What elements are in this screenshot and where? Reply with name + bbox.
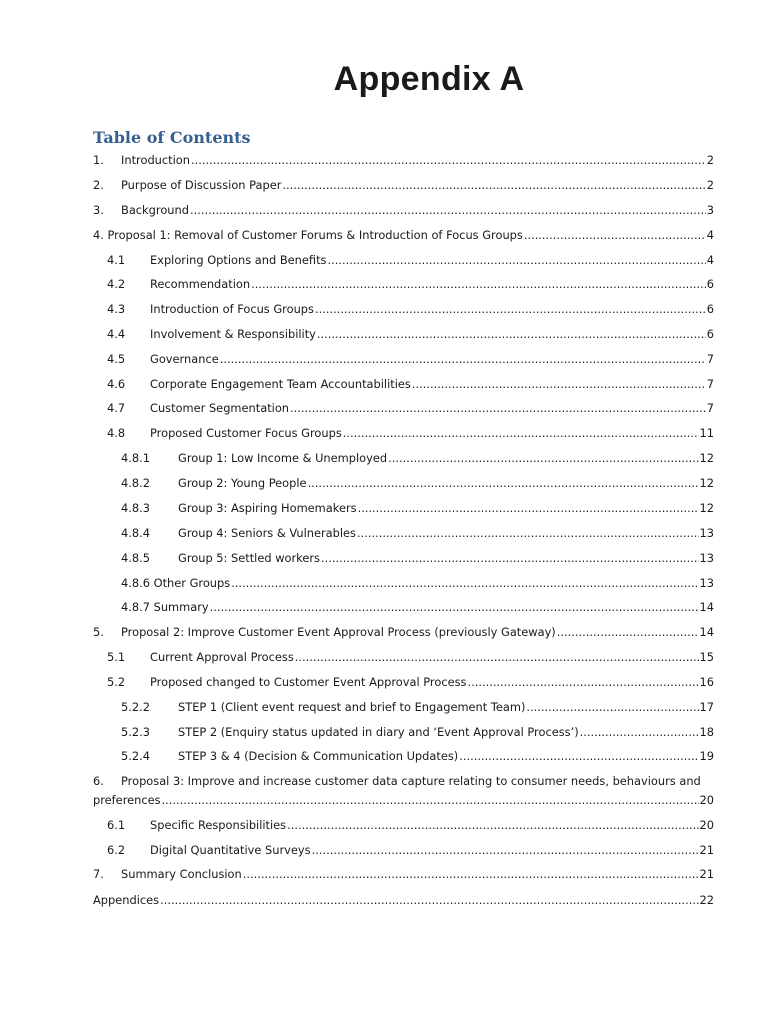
dot-leader — [295, 649, 699, 665]
toc-entry-number: 4.8.2 — [121, 476, 150, 490]
dot-leader — [231, 575, 698, 591]
toc-entry-title: Appendices — [93, 893, 160, 907]
toc-entry[interactable] — [93, 773, 701, 789]
dot-leader — [282, 177, 705, 193]
toc-entry-number: 7. — [93, 867, 104, 881]
toc-entry-title: preferences — [93, 793, 161, 807]
toc-entry-title: Group 5: Settled workers — [178, 551, 320, 565]
dot-leader — [308, 475, 699, 491]
toc-entry-page: 4 — [706, 253, 714, 267]
dot-leader — [388, 450, 698, 466]
toc-entry-number: 4.8.5 — [121, 551, 150, 565]
toc-entry-number: 5.2.3 — [121, 725, 150, 739]
toc-entry-title: Customer Segmentation — [150, 401, 290, 415]
toc-entry-page: 7 — [706, 352, 714, 366]
toc-entry-page: 15 — [699, 650, 714, 664]
toc-entry-number: 5.2.4 — [121, 749, 150, 763]
toc-entry-page: 14 — [699, 625, 714, 639]
toc-entry-number: 6.2 — [107, 843, 126, 857]
toc-entry-page: 13 — [699, 526, 714, 540]
toc-entry[interactable] — [121, 550, 714, 566]
toc-entry-number: 5.2 — [107, 675, 126, 689]
toc-entry[interactable] — [93, 866, 714, 882]
toc-entry-title: Group 2: Young People — [178, 476, 307, 490]
toc-entry[interactable] — [93, 152, 714, 168]
dot-leader — [524, 227, 706, 243]
toc-entry-number: 4.8.4 — [121, 526, 150, 540]
toc-entry-page: 7 — [706, 401, 714, 415]
toc-entry-page: 6 — [706, 327, 714, 341]
toc-entry-page: 14 — [699, 600, 714, 614]
dot-leader — [526, 699, 698, 715]
toc-entry-title: Proposal 2: Improve Customer Event Approval Process (previously Gateway) — [121, 625, 556, 639]
toc-entry-number: 1. — [93, 153, 104, 167]
toc-entry-title: STEP 2 (Enquiry status updated in diary and ‘Event Approval Process’) — [178, 725, 579, 739]
toc-entry-page: 6 — [706, 302, 714, 316]
toc-entry-page: 13 — [699, 551, 714, 565]
toc-entry-page: 20 — [699, 818, 714, 832]
dot-leader — [580, 724, 699, 740]
toc-entry-title: Digital Quantitative Surveys — [150, 843, 311, 857]
dot-leader — [467, 674, 698, 690]
toc-entry-title: Group 3: Aspiring Homemakers — [178, 501, 357, 515]
dot-leader — [557, 624, 699, 640]
toc-entry[interactable] — [107, 252, 714, 268]
toc-entry-title: STEP 1 (Client event request and brief to Engagement Team) — [178, 700, 526, 714]
dot-leader — [317, 326, 706, 342]
toc-entry[interactable] — [107, 674, 714, 690]
toc-entry[interactable] — [121, 748, 714, 764]
toc-entry-number: 4.1 — [107, 253, 126, 267]
toc-entry[interactable] — [107, 425, 714, 441]
toc-entry[interactable] — [121, 450, 714, 466]
toc-entry-page: 22 — [699, 893, 714, 907]
dot-leader — [190, 202, 706, 218]
toc-entry-page: 7 — [706, 377, 714, 391]
toc-entry-page: 21 — [699, 867, 714, 881]
toc-entry[interactable] — [121, 599, 714, 615]
dot-leader — [327, 252, 705, 268]
toc-entry-title: Purpose of Discussion Paper — [121, 178, 282, 192]
toc-entry-title: Introduction — [121, 153, 190, 167]
toc-entry-title: Governance — [150, 352, 219, 366]
dot-leader — [358, 500, 699, 516]
toc-entry-page: 2 — [706, 153, 714, 167]
toc-entry-title: Proposed Customer Focus Groups — [150, 426, 342, 440]
toc-entry-title: Group 1: Low Income & Unemployed — [178, 451, 388, 465]
page-title: Appendix A — [333, 60, 525, 98]
toc-entry-title: STEP 3 & 4 (Decision & Communication Updates) — [178, 749, 459, 763]
toc-entry-title: Corporate Engagement Team Accountabilities — [150, 377, 411, 391]
toc-entry[interactable] — [107, 301, 714, 317]
toc-entry[interactable] — [121, 525, 714, 541]
toc-entry-title: Proposed changed to Customer Event Approval Process — [150, 675, 467, 689]
toc-entry-page: 11 — [699, 426, 714, 440]
toc-entry-number: 4.5 — [107, 352, 126, 366]
toc-entry-page: 17 — [699, 700, 714, 714]
toc-entry-title: Introduction of Focus Groups — [150, 302, 314, 316]
toc-entry-title: Current Approval Process — [150, 650, 294, 664]
toc-entry-number: 4.8.1 — [121, 451, 150, 465]
toc-entry-number: 4.2 — [107, 277, 126, 291]
dot-leader — [243, 866, 699, 882]
toc-heading: Table of Contents — [93, 128, 251, 147]
toc-entry-title: Summary Conclusion — [121, 867, 242, 881]
dot-leader — [315, 301, 706, 317]
toc-entry[interactable] — [107, 351, 714, 367]
toc-entry[interactable] — [121, 575, 714, 591]
toc-entry[interactable] — [107, 842, 714, 858]
toc-entry[interactable] — [93, 227, 714, 243]
toc-entry-page: 12 — [699, 476, 714, 490]
toc-entry[interactable] — [93, 892, 714, 908]
toc-entry-number: 5.2.2 — [121, 700, 150, 714]
dot-leader — [160, 892, 698, 908]
dot-leader — [287, 817, 698, 833]
dot-leader — [357, 525, 699, 541]
toc-entry[interactable] — [107, 376, 714, 392]
dot-leader — [162, 792, 699, 808]
toc-entry-title: Involvement & Responsibility — [150, 327, 316, 341]
dot-leader — [251, 276, 706, 292]
toc-entry-number: 4.7 — [107, 401, 126, 415]
toc-entry-title: 4. Proposal 1: Removal of Customer Forums & Introduction of Focus Groups — [93, 228, 523, 242]
toc-entry-number: 4.8 — [107, 426, 126, 440]
toc-entry-number: 3. — [93, 203, 104, 217]
toc-entry[interactable] — [107, 817, 714, 833]
toc-entry-number: 5.1 — [107, 650, 126, 664]
toc-entry-page: 21 — [699, 843, 714, 857]
toc-entry-number: 2. — [93, 178, 104, 192]
toc-entry[interactable] — [121, 500, 714, 516]
toc-entry[interactable] — [93, 792, 714, 808]
dot-leader — [343, 425, 699, 441]
toc-entry-page: 13 — [699, 576, 714, 590]
toc-entry-title: Recommendation — [150, 277, 251, 291]
dot-leader — [191, 152, 706, 168]
toc-entry-page: 6 — [706, 277, 714, 291]
toc-entry-page: 12 — [699, 501, 714, 515]
toc-entry-number: 6. — [93, 774, 104, 788]
toc-entry[interactable] — [107, 276, 714, 292]
toc-entry-page: 12 — [699, 451, 714, 465]
toc-entry-page: 18 — [699, 725, 714, 739]
toc-entry-page: 4 — [706, 228, 714, 242]
toc-entry[interactable] — [93, 177, 714, 193]
toc-entry-page: 20 — [699, 793, 714, 807]
toc-entry-title: Specific Responsibilities — [150, 818, 287, 832]
toc-entry-number: 4.4 — [107, 327, 126, 341]
toc-entry-page: 3 — [706, 203, 714, 217]
toc-entry-title: Background — [121, 203, 189, 217]
dot-leader — [321, 550, 699, 566]
toc-entry-title: 4.8.7 Summary — [121, 600, 209, 614]
dot-leader — [412, 376, 706, 392]
dot-leader — [459, 748, 698, 764]
toc-entry-title: Proposal 3: Improve and increase customer data capture relating to consumer needs, behaviours and — [121, 774, 701, 788]
dot-leader — [210, 599, 699, 615]
toc-entry[interactable] — [93, 202, 714, 218]
toc-entry-title: Group 4: Seniors & Vulnerables — [178, 526, 356, 540]
toc-entry-number: 6.1 — [107, 818, 126, 832]
toc-entry-page: 19 — [699, 749, 714, 763]
toc-entry-title: 4.8.6 Other Groups — [121, 576, 231, 590]
toc-entry[interactable] — [107, 649, 714, 665]
dot-leader — [220, 351, 706, 367]
toc-entry[interactable] — [121, 475, 714, 491]
toc-entry-title: Exploring Options and Benefits — [150, 253, 327, 267]
toc-entry[interactable] — [107, 326, 714, 342]
toc-entry[interactable] — [121, 699, 714, 715]
toc-entry-number: 5. — [93, 625, 104, 639]
toc-entry[interactable] — [93, 624, 714, 640]
dot-leader — [312, 842, 699, 858]
toc-entry-number: 4.6 — [107, 377, 126, 391]
dot-leader — [290, 400, 706, 416]
toc-entry-page: 2 — [706, 178, 714, 192]
toc-entry-number: 4.3 — [107, 302, 126, 316]
toc-entry[interactable] — [121, 724, 714, 740]
toc-entry-number: 4.8.3 — [121, 501, 150, 515]
toc-entry-page: 16 — [699, 675, 714, 689]
toc-entry[interactable] — [107, 400, 714, 416]
